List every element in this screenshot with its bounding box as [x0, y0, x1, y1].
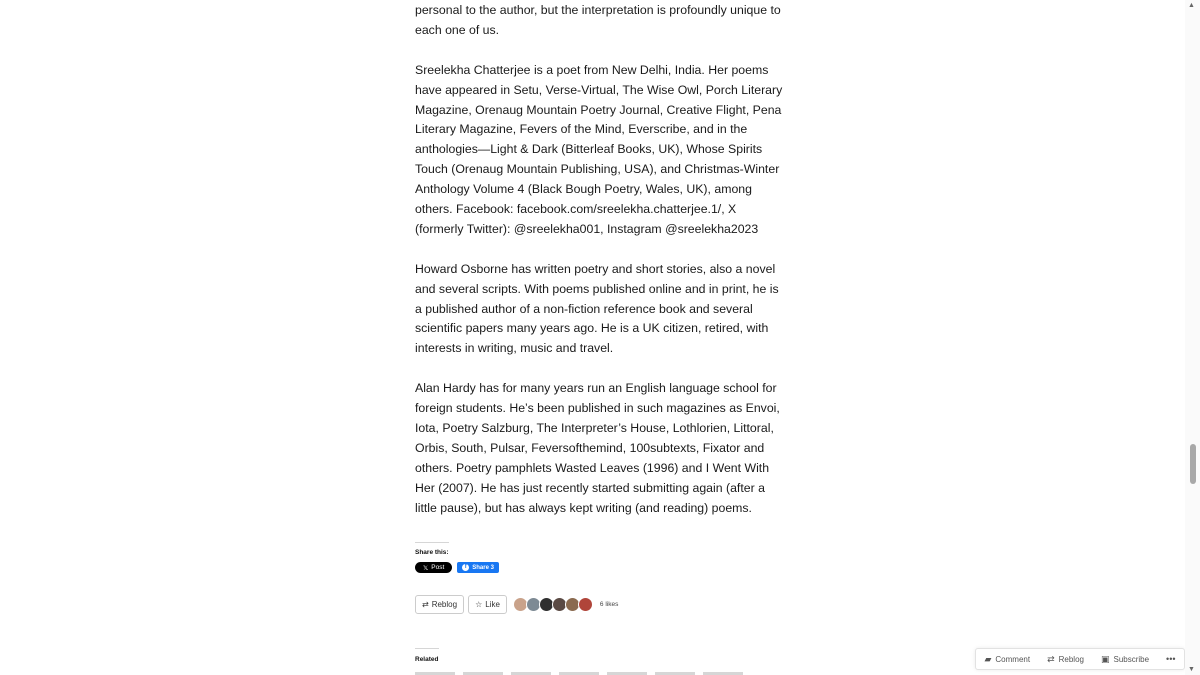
- share-x-label: Post: [431, 564, 445, 571]
- subscribe-icon: ▣: [1100, 653, 1110, 664]
- scroll-up-arrow-icon[interactable]: ▲: [1188, 2, 1195, 9]
- like-button[interactable]: [468, 595, 507, 614]
- likes-row: [415, 595, 618, 614]
- facebook-icon: f: [462, 564, 469, 571]
- comment-icon: ▰: [984, 653, 992, 664]
- share-title: Share this:: [415, 549, 449, 556]
- related-section: [415, 648, 439, 663]
- reblog-bar-label: Reblog: [1058, 654, 1084, 664]
- reblog-label: Reblog: [431, 600, 458, 609]
- divider: [415, 648, 439, 649]
- subscribe-button[interactable]: [1101, 654, 1149, 665]
- paragraph: personal to the author, but the interpretation is profoundly unique to each one of us.: [415, 3, 781, 37]
- floating-action-bar: [975, 648, 1185, 670]
- more-button[interactable]: [1166, 654, 1175, 664]
- share-facebook-label: Share 3: [472, 564, 494, 571]
- scroll-down-arrow-icon[interactable]: ▼: [1188, 666, 1195, 673]
- reblog-bar-button[interactable]: [1047, 654, 1084, 665]
- liker-avatars: [513, 597, 593, 612]
- likes-count: 6 likes: [599, 601, 619, 608]
- liker-avatar[interactable]: [578, 597, 593, 612]
- vertical-scrollbar[interactable]: [1185, 0, 1200, 675]
- more-horizontal-icon: •••: [1166, 654, 1176, 664]
- bio-sreelekha-chatterjee: Sreelekha Chatterjee is a poet from New Delhi, India. Her poems have appeared in Setu, Verse-Virtual, The Wise Owl, Porch Literary Magazine, Orenaug Mountain Poetry Journal, Creative Flight, Pena Literary Magazine, Fevers of the Mind, Everscribe, and in the anthologies—Light & Dark (Bitterleaf Books, UK), Whose Spirits Touch (Orenaug Mountain Publishing, USA), and Christmas-Winter Anthology Volume 4 (Black Bough Poetry, Wales, UK), among others. Facebook: facebook.com/sreelekha.chatterjee.1/, X (formerly Twitter): @sreelekha001, Instagram @sreelekha2023: [415, 62, 783, 236]
- like-label: Like: [485, 600, 500, 609]
- share-x-button[interactable]: [415, 562, 452, 573]
- reblog-icon: ⇄: [1047, 653, 1055, 664]
- divider: [415, 542, 449, 543]
- bio-alan-hardy: Alan Hardy has for many years run an English language school for foreign students. He’s been published in such magazines as Envoi, Iota, Poetry Salzburg, The Interpreter’s House, Lothlorien, Littoral, Orbis, South, Pulsar, Feversofthemind, 100subtexts, Fixator and others. Poetry pamphlets Wasted Leaves (1996) and I Went With Her (2007). He has just recently started submitting again (after a little pause), but has always kept writing (and reading) poems.: [415, 381, 780, 515]
- star-icon: ☆: [475, 600, 483, 609]
- share-facebook-button[interactable]: [457, 562, 499, 573]
- bio-howard-osborne: Howard Osborne has written poetry and short stories, also a novel and several scripts. With poems published online and in print, he is a published author of a non-fiction reference book and several scientific papers many years ago. He is a UK citizen, retired, with interests in writing, music and travel.: [415, 261, 779, 356]
- related-title: Related: [415, 656, 439, 663]
- scrollbar-thumb[interactable]: [1190, 444, 1196, 484]
- share-section: [415, 542, 499, 573]
- comment-label: Comment: [995, 654, 1031, 664]
- article-body: [415, 0, 787, 538]
- reblog-button[interactable]: [415, 595, 464, 614]
- share-buttons: [415, 562, 499, 573]
- x-logo-icon: 𝕏: [423, 564, 429, 572]
- subscribe-label: Subscribe: [1113, 654, 1150, 664]
- comment-button[interactable]: [984, 654, 1030, 665]
- reblog-icon: ⇄: [422, 600, 429, 609]
